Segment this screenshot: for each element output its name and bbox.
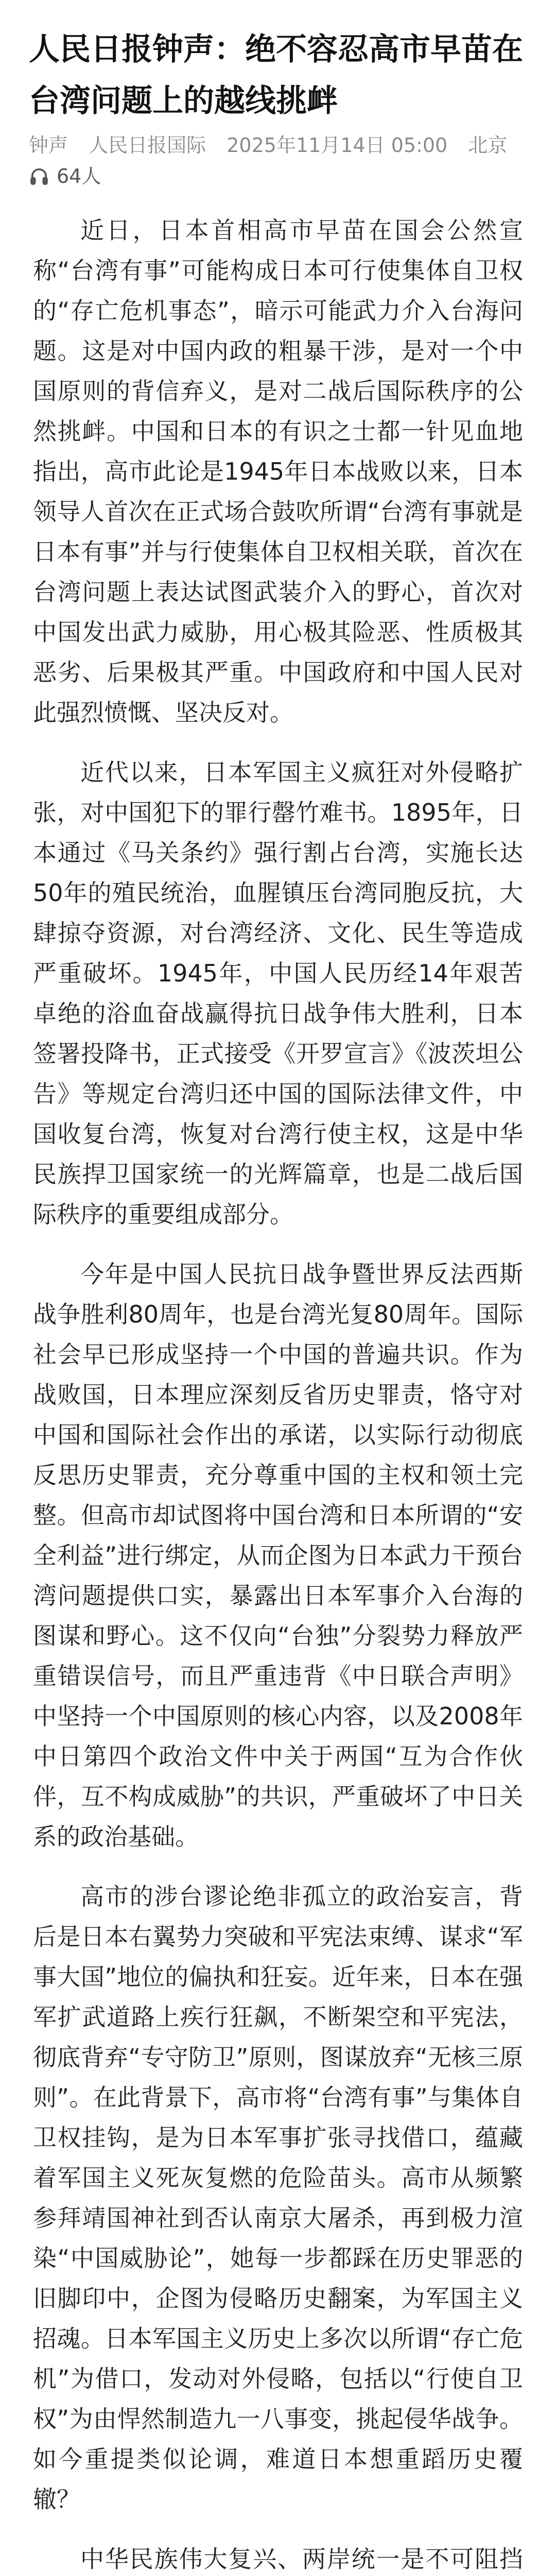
headphones-icon (29, 166, 49, 187)
paragraph-2: 近代以来，日本军国主义疯狂对外侵略扩张，对中国犯下的罪行罄竹难书。1895年，日本通过《马关条约》强行割占台湾，实施长达50年的殖民统治，血腥镇压台湾同胞反抗，大肆掠夺资源，对台湾经济、文化、民生等造成严重破坏。1945年，中国人民历经14年艰苦卓绝的浴血奋战赢得抗日战争伟大胜利，日本签署投降书，正式接受《开罗宣言》《波茨坦公告》等规定台湾归还中国的国际法律文件，中国收复台湾，恢复对台湾行使主权，这是中华民族捍卫国家统一的光辉篇章，也是二战后国际秩序的重要组成部分。 (33, 758, 523, 1228)
paragraph-4: 高市的涉台谬论绝非孤立的政治妄言，背后是日本右翼势力突破和平宪法束缚、谋求“军事大国”地位的偏执和狂妄。近年来，日本在强军扩武道路上疾行狂飙，不断架空和平宪法，彻底背弃“专守防卫”原则，图谋放弃“无核三原则”。在此背景下，高市将“台湾有事”与集体自卫权挂钩，是为日本军事扩张寻找借口，蕴藏着军国主义死灰复燃的危险苗头。高市从频繁参拜靖国神社到否认南京大屠杀，再到极力渲染“中国威胁论”，她每一步都踩在历史罪恶的旧脚印中，企图为侵略历史翻案，为军国主义招魂。日本军国主义历史上多次以所谓“存亡危机”为借口，发动对外侵略，包括以“行使自卫权”为由悍然制造九一八事变，挑起侵华战争。如今重提类似论调，难道日本想重蹈历史覆辙？ (33, 1883, 523, 2513)
publish-location: 北京 (468, 134, 508, 157)
paragraph-5: 中华民族伟大复兴、两岸统一是不可阻挡 (80, 2545, 523, 2573)
listen-count[interactable] (0, 160, 556, 190)
article-title: 人民日报钟声：绝不容忍高市早苗在台湾问题上的越线挑衅 (29, 31, 523, 119)
publish-datetime: 2025年11月14日 05:00 (227, 134, 448, 157)
paragraph-1: 近日，日本首相高市早苗在国会公然宣称“台湾有事”可能构成日本可行使集体自卫权的“存亡危机事态”，暗示可能武力介入台海问题。这是对中国内政的粗暴干涉，是对一个中国原则的背信弃义，是对二战后国际秩序的公然挑衅。中国和日本的有识之士都一针见血地指出，高市此论是1945年日本战败以来，日本领导人首次在正式场合鼓吹所谓“台湾有事就是日本有事”并与行使集体自卫权相关联，首次在台湾问题上表达试图武装介入的野心，首次对中国发出武力威胁，用心极其险恶、性质极其恶劣、后果极其严重。中国政府和中国人民对此强烈愤慨、坚决反对。 (33, 216, 523, 726)
listen-count-text: 64人 (57, 165, 101, 188)
author-name[interactable]: 钟声 (29, 134, 68, 157)
article-body (0, 190, 556, 2576)
paragraph-3: 今年是中国人民抗日战争暨世界反法西斯战争胜利80周年，也是台湾光复80周年。国际社会早已形成坚持一个中国的普遍共识。作为战败国，日本理应深刻反省历史罪责，恪守对中国和国际社会作出的承诺，以实际行动彻底反思历史罪责，充分尊重中国的主权和领土完整。但高市却试图将中国台湾和日本所谓的“安全利益”进行绑定，从而企图为日本武力干预台湾问题提供口实，暴露出日本军事介入台海的图谋和野心。这不仅向“台独”分裂势力释放严重错误信号，而且严重违背《中日联合声明》中坚持一个中国原则的核心内容，以及2008年中日第四个政治文件中关于两国“互为合作伙伴，互不构成威胁”的共识，严重破坏了中日关系的政治基础。 (33, 1260, 523, 1851)
article-meta (0, 127, 556, 160)
source-name[interactable]: 人民日报国际 (89, 134, 206, 157)
